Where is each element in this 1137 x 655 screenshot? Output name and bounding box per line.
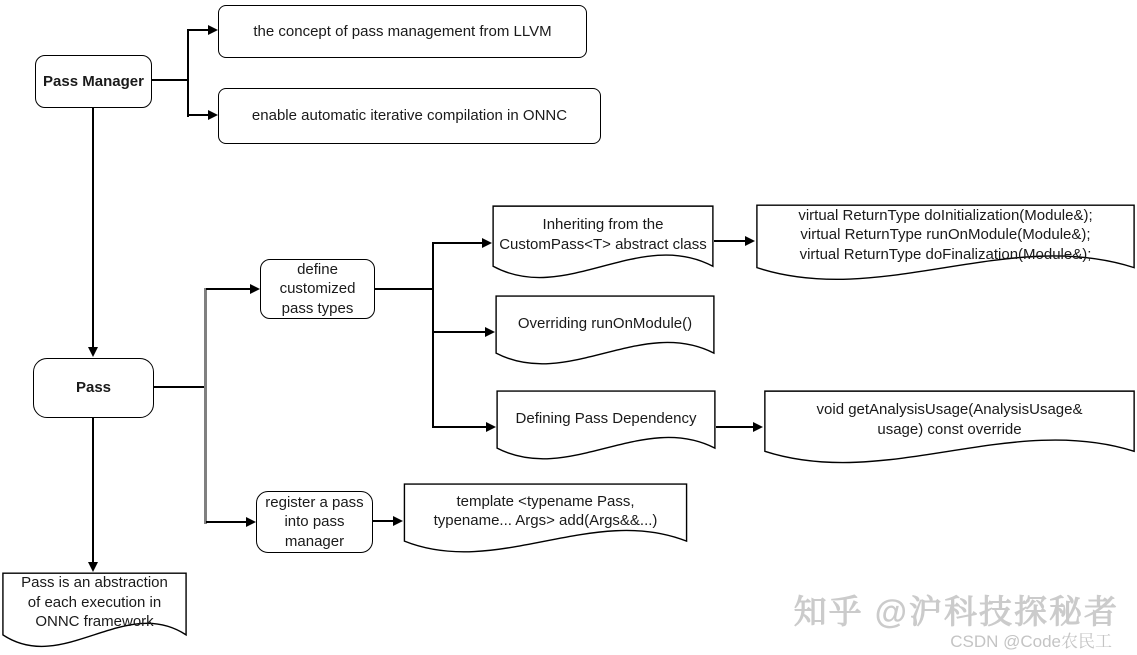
edge-pass-stub [154,386,206,388]
edge-register-to-template [373,520,395,522]
node-pass-manager [35,55,152,108]
node-inherit-custompass [492,205,714,283]
node-getanalysisusage [763,390,1136,468]
virtual-method-line: virtual ReturnType doFinalization(Module&); [799,245,1092,263]
arrow-to-abstraction [88,562,98,572]
arrow-to-enable [208,110,218,120]
node-enable-onnc [218,88,601,144]
edge-define-stub [375,288,434,290]
node-getanalysisusage-text [766,392,1133,447]
csdn-watermark: CSDN @Code农民工 [950,632,1112,651]
pass-abstraction-line: of each execution in [27,593,162,611]
node-template-add [403,483,688,557]
template-add-line: typename... Args> add(Args&&...) [433,512,658,530]
edge-dependency-to-analysis [716,426,755,428]
node-pass-abstraction [2,572,187,652]
node-pass-manager-label: Pass Manager [43,72,144,90]
arrow-to-virtuals [745,236,755,246]
edge-passmanager-branch-vertical [187,29,189,117]
edge-passmanager-to-pass [92,108,94,349]
edge-pass-branch-vertical [204,288,207,524]
node-overriding-runonmodule-label: Overriding runOnModule() [517,314,693,332]
edge-inherit-to-virtuals [714,240,747,242]
node-overriding-runonmodule [495,295,715,369]
node-register-pass [256,491,373,553]
arrow-to-register [246,517,256,527]
arrow-to-pass [88,347,98,357]
getanalysisusage-line: void getAnalysisUsage(AnalysisUsage& [816,401,1083,419]
node-register-pass-label: register a pass into pass manager [265,494,364,550]
arrow-to-concept [208,25,218,35]
virtual-method-line: virtual ReturnType runOnModule(Module&); [800,226,1091,243]
arrow-to-analysis [753,422,763,432]
edge-to-enable [187,114,210,116]
edge-to-override [432,331,487,333]
arrow-to-dependency [486,422,496,432]
node-pass-label: Pass [75,379,112,397]
template-add-line: template <typename Pass, [456,492,635,510]
pass-abstraction-line: Pass is an abstraction [21,574,168,592]
node-concept-from-llvm-label: the concept of pass management from LLVM [253,22,552,40]
arrow-to-template [393,516,403,526]
node-pass-dependency-label: Defining Pass Dependency [515,409,697,427]
node-template-add-text [406,485,685,538]
edge-to-register [206,521,248,523]
node-enable-onnc-label: enable automatic iterative compilation in ONNC [251,107,568,125]
node-pass-abstraction-text [5,574,184,631]
edge-to-define [206,288,252,290]
edge-to-concept [187,29,210,31]
node-virtual-methods [755,204,1136,285]
virtual-method-line: virtual ReturnType doInitialization(Module&); [798,206,1093,224]
node-virtual-methods-text [758,206,1133,264]
edge-to-inherit [432,242,484,244]
arrow-to-override [485,327,495,337]
zhihu-watermark: 知乎 @沪科技探秘者 [793,593,1119,630]
edge-define-branch-vertical [432,242,434,428]
node-pass-dependency [496,390,716,464]
node-define-pass-types [260,259,375,319]
pass-abstraction-line: ONNC framework [35,613,154,631]
arrow-to-define [250,284,260,294]
arrow-to-inherit [482,238,492,248]
node-define-pass-types-label: define customized pass types [279,261,356,317]
node-concept-from-llvm [218,5,587,58]
edge-to-dependency [432,426,488,428]
edge-passmanager-stub [152,79,188,81]
getanalysisusage-line: usage) const override [877,420,1022,438]
node-inherit-custompass-label: Inheriting from the CustomPass<T> abstract class [499,216,707,253]
edge-pass-to-abstraction [92,418,94,564]
node-pass [33,358,154,418]
